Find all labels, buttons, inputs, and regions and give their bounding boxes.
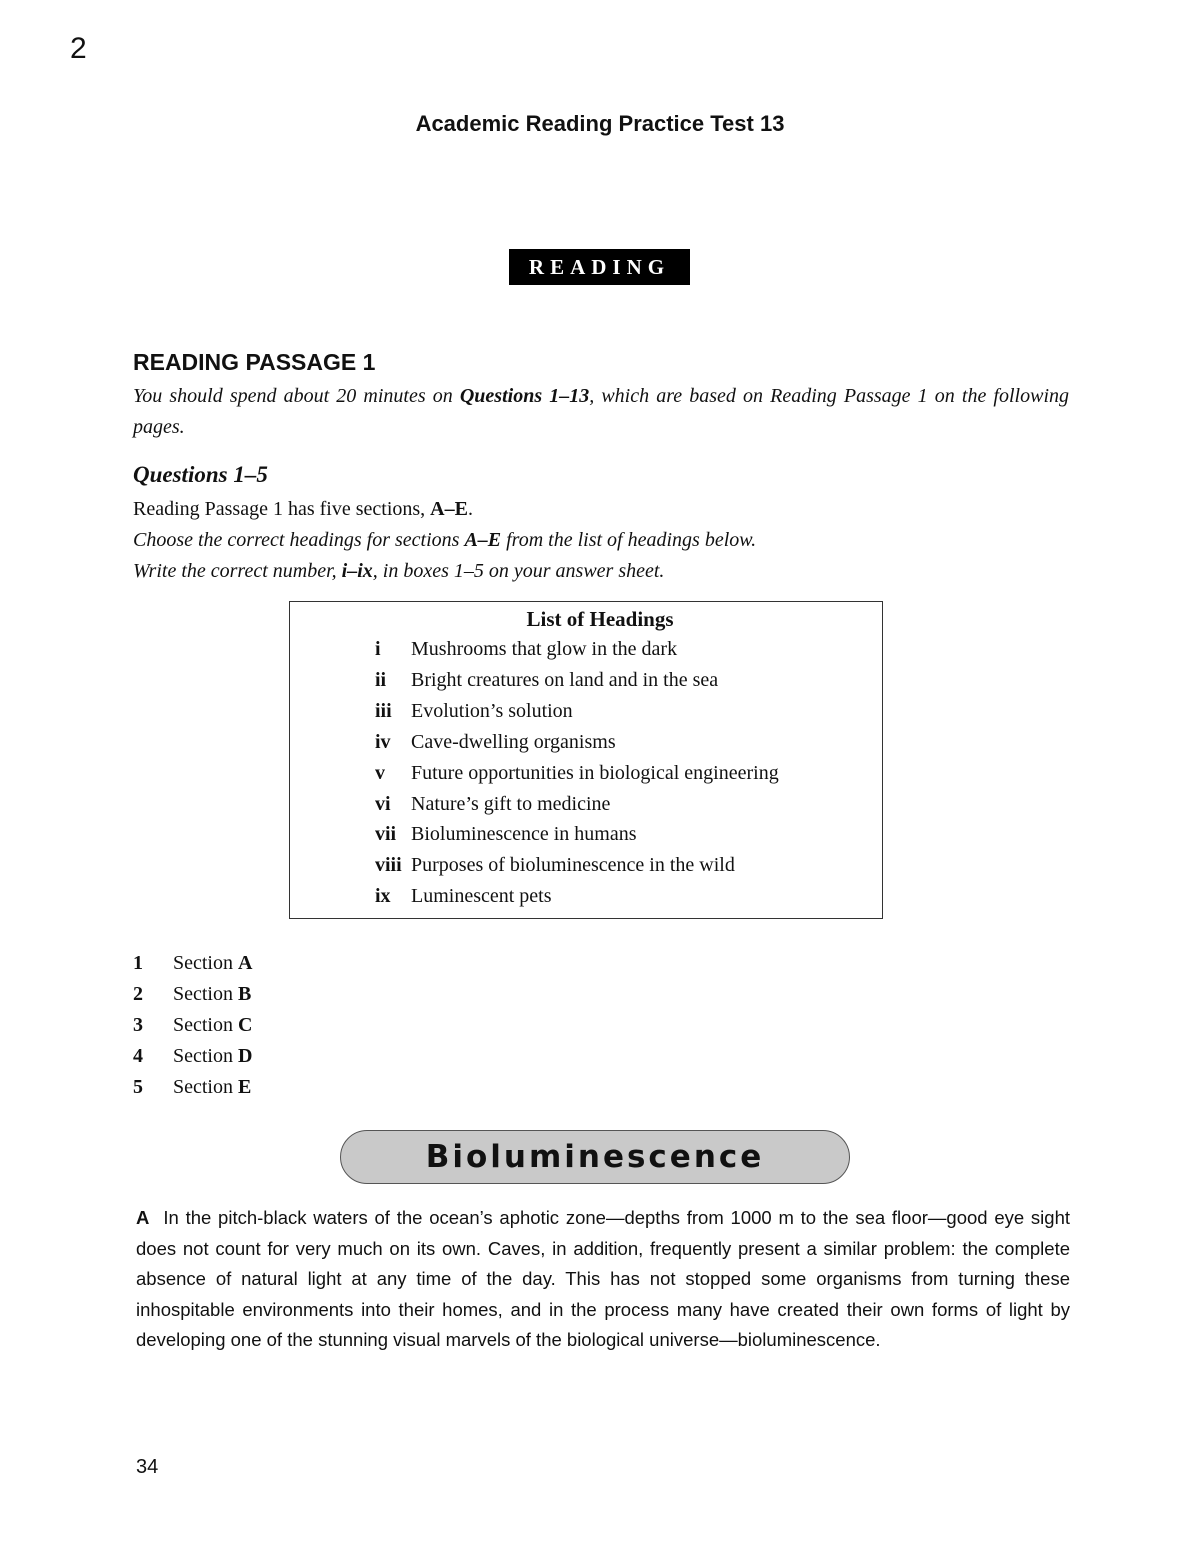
page-corner-number: 2	[70, 32, 87, 65]
question-section-letter: E	[238, 1076, 252, 1098]
heading-item	[375, 669, 718, 692]
time-instruction	[133, 381, 1069, 443]
heading-item-text: Evolution’s solution	[411, 700, 573, 722]
question-label: Section	[173, 952, 233, 974]
paragraph-a	[136, 1203, 1070, 1356]
heading-item-text: Bioluminescence in humans	[411, 823, 637, 845]
instruction-line-2	[133, 525, 756, 556]
question-number: 1	[133, 952, 143, 974]
question-label: Section	[173, 1014, 233, 1036]
question-number: 5	[133, 1076, 143, 1098]
heading-item-number: v	[375, 762, 385, 784]
question-number: 4	[133, 1045, 143, 1067]
instruction-line-2-pre: Choose the correct headings for sections	[133, 529, 465, 551]
heading-item	[375, 700, 573, 723]
heading-item-number: ix	[375, 885, 391, 907]
heading-item-number: viii	[375, 854, 402, 876]
heading-item-text: Luminescent pets	[411, 885, 552, 907]
time-instruction-questions: Questions 1–13	[459, 385, 590, 407]
heading-item-number: ii	[375, 669, 387, 691]
heading-item-text: Nature’s gift to medicine	[411, 793, 611, 815]
question-section-letter: A	[238, 952, 253, 974]
heading-item-text: Mushrooms that glow in the dark	[411, 638, 678, 660]
instruction-line-3	[133, 556, 664, 587]
question-row	[133, 983, 251, 1006]
heading-item-text: Purposes of bioluminescence in the wild	[411, 854, 735, 876]
instruction-line-1-post: .	[467, 498, 473, 520]
passage-heading: READING PASSAGE 1	[133, 349, 376, 375]
question-section-letter: B	[238, 983, 252, 1005]
list-of-headings-title: List of Headings	[526, 607, 674, 631]
heading-item	[375, 885, 552, 908]
question-row	[133, 1014, 252, 1037]
instruction-line-2-post: from the list of headings below.	[501, 529, 757, 551]
time-instruction-post: , which are based on Reading Passage 1 on the following pages.	[133, 385, 1070, 438]
heading-item	[375, 638, 677, 661]
instruction-line-3-pre: Write the correct number,	[133, 560, 342, 582]
heading-item	[375, 762, 779, 785]
heading-item-text: Bright creatures on land and in the sea	[411, 669, 719, 691]
question-row	[133, 1076, 251, 1099]
question-label: Section	[173, 1076, 233, 1098]
instruction-line-1-pre: Reading Passage 1 has five sections,	[133, 498, 431, 520]
heading-item	[375, 731, 616, 754]
instruction-line-1-bold: A–E	[430, 498, 468, 520]
heading-item-text: Future opportunities in biological engineering	[411, 762, 779, 784]
passage-title-banner	[340, 1130, 850, 1184]
questions-heading: Questions 1–5	[133, 462, 268, 487]
time-instruction-pre: You should spend about 20 minutes on	[133, 385, 460, 407]
heading-item	[375, 823, 637, 846]
document-title: Academic Reading Practice Test 13	[415, 111, 785, 136]
question-label: Section	[173, 983, 233, 1005]
heading-item	[375, 854, 735, 877]
question-number: 2	[133, 983, 143, 1005]
instruction-line-3-post: , in boxes 1–5 on your answer sheet.	[372, 560, 665, 582]
heading-item-number: vi	[375, 793, 391, 815]
passage-title: Bioluminescence	[425, 1139, 765, 1175]
reading-banner: READING	[509, 249, 690, 285]
list-of-headings-box	[289, 601, 883, 919]
question-number: 3	[133, 1014, 143, 1036]
heading-item	[375, 793, 610, 816]
question-label: Section	[173, 1045, 233, 1067]
heading-item-number: iv	[375, 731, 391, 753]
question-section-letter: D	[238, 1045, 253, 1067]
heading-item-text: Cave-dwelling organisms	[411, 731, 616, 753]
question-row	[133, 1045, 252, 1068]
question-section-letter: C	[238, 1014, 253, 1036]
paragraph-letter: A	[136, 1207, 150, 1228]
instruction-line-1	[133, 494, 473, 525]
heading-item-number: i	[375, 638, 381, 660]
question-row	[133, 952, 252, 975]
instruction-line-3-bold: i–ix	[341, 560, 373, 582]
heading-item-number: iii	[375, 700, 392, 722]
heading-item-number: vii	[375, 823, 397, 845]
page-number: 34	[136, 1456, 159, 1478]
paragraph-a-text: In the pitch-black waters of the ocean’s aphotic zone—depths from 1000 m to the sea floor—good eye sight does not count for very much on its own. Caves, in addition, frequently present a similar problem: the complete absence of natural light at any time of the day. This has not stopped some organisms from turning these inhospitable environments into their homes, and in the process many have created their own forms of light by developing one of the stunning visual marvels of the biological universe—bioluminescence.	[136, 1207, 1070, 1350]
instruction-line-2-bold: A–E	[464, 529, 502, 551]
